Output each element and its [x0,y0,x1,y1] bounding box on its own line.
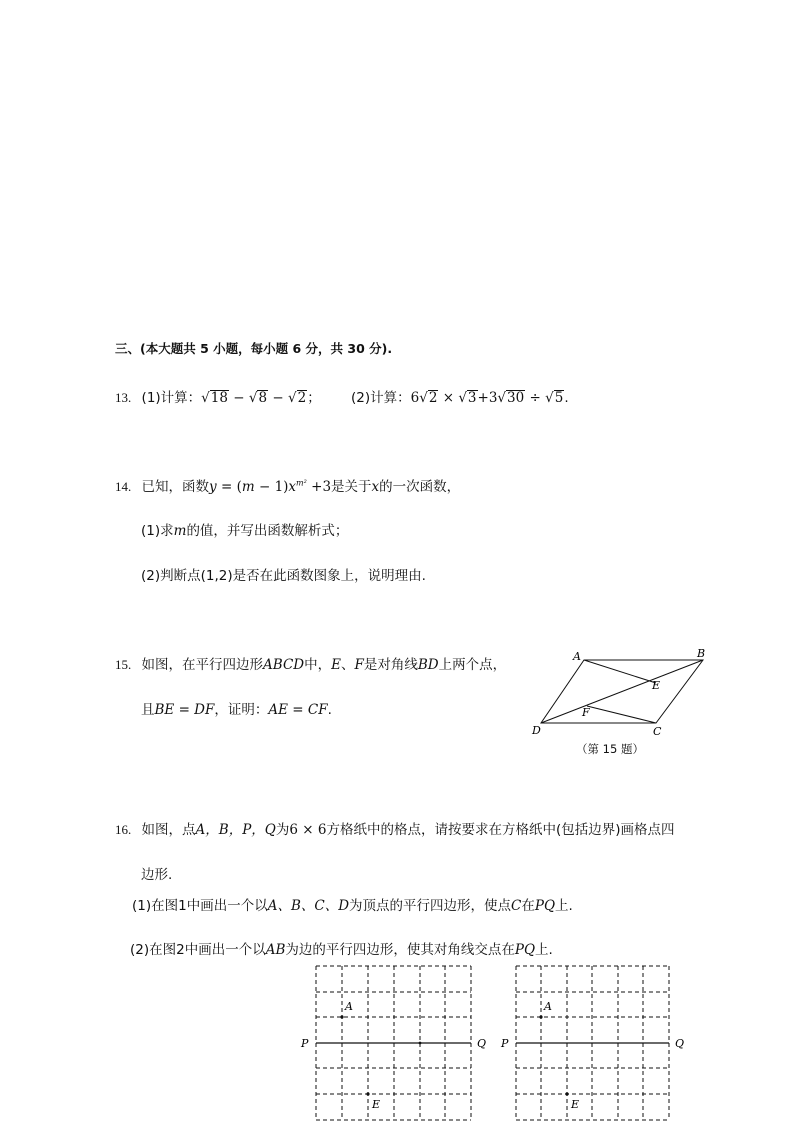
point-a [539,1015,542,1018]
q13-part2-label: (2)计算： [350,390,411,406]
grid-figure-2 [496,960,696,1123]
q13-radicand: 18 [210,390,228,406]
label-e: E [571,1098,580,1111]
q14-text: 的一次函数， [379,479,461,495]
question-number: 13. [115,390,132,405]
figure-caption: （第 15 题） [576,742,644,756]
q14-text: 已知，函数 [141,479,210,495]
q13-radicand: 2 [297,390,307,406]
question-14-part2: (2)判断点(1,2)是否在此函数图象上，说明理由. [141,568,426,584]
point-e [565,1092,568,1095]
sqrt-icon: √ [201,390,210,406]
label-d: D [532,724,541,737]
segment-ae [584,660,656,683]
question-14-part1: (1)求m的值，并写出函数解析式； [141,523,349,539]
question-number: 15. [115,657,132,672]
label-q: Q [477,1037,487,1050]
q13-radicand: 2 [428,390,438,406]
grid-point [419,1042,422,1045]
q13-radicand: 8 [258,390,268,406]
question-16-part2: (2)在图2中画出一个以AB为边的平行四边形，使其对角线交点在PQ上. [130,942,553,958]
question-16-line2: 边形. [141,867,173,883]
question-15-line1: 15. 如图，在平行四边形ABCD中，E、F是对角线BD上两个点， [115,657,507,673]
sqrt-icon: √ [287,390,297,406]
label-p: P [501,1037,509,1050]
segment-cf [587,706,656,723]
question-15-line2: 且BE = DF，证明：AE = CF. [141,702,332,718]
sqrt-icon: √ [497,390,507,406]
label-a: A [345,1000,353,1013]
q13-plus: +3 [477,390,498,406]
label-f: F [582,706,590,719]
sqrt-icon: √ [458,390,467,406]
question-14-line1: 14. 已知，函数$y = (m - 1)x^{m^2} +3$是关于x的一次函数， [115,478,461,495]
label-p: P [301,1037,309,1050]
q14-function-expr: y [209,479,217,495]
q13-part1-label: (1)计算： [141,390,202,406]
label-b: B [697,647,706,660]
question-number: 14. [115,479,132,494]
label-e: E [652,679,661,692]
point-a [340,1015,343,1018]
point-e [366,1092,369,1095]
question-13: 13. (1)计算：√18 − √8 − √2； (2)计算：6√2 × √3+3√30 ÷ √5. [115,390,569,406]
label-q: Q [675,1037,685,1050]
grid-figure-1 [296,960,496,1123]
q13-radicand: 5 [554,390,564,406]
q13-radicand: 3 [467,390,477,406]
question-16-part1: (1)在图1中画出一个以A、B、C、D为顶点的平行四边形，使点C在PQ上. [132,898,573,914]
question-16-line1: 16. 如图，点A，B，P，Q为6 × 6方格纸中的格点，请按要求在方格纸中(包括边界)画格点四 [115,822,675,838]
sqrt-icon: √ [248,390,258,406]
q13-coef: 6 [410,390,420,406]
parallelogram-figure [525,645,715,740]
diagonal-bd [541,660,703,723]
label-a: A [573,650,581,663]
q13-part2-end: . [564,390,569,406]
section-title: 三、(本大题共 5 小题，每小题 6 分，共 30 分). [115,341,393,356]
question-number: 16. [115,822,132,837]
label-e: E [372,1098,381,1111]
q13-radicand: 30 [507,390,525,406]
sqrt-icon: √ [419,390,428,406]
q14-text: 是关于 [331,479,372,495]
label-c: C [653,725,662,738]
label-a: A [544,1000,552,1013]
sqrt-icon: √ [545,390,554,406]
q13-part1-end: ； [307,390,321,406]
